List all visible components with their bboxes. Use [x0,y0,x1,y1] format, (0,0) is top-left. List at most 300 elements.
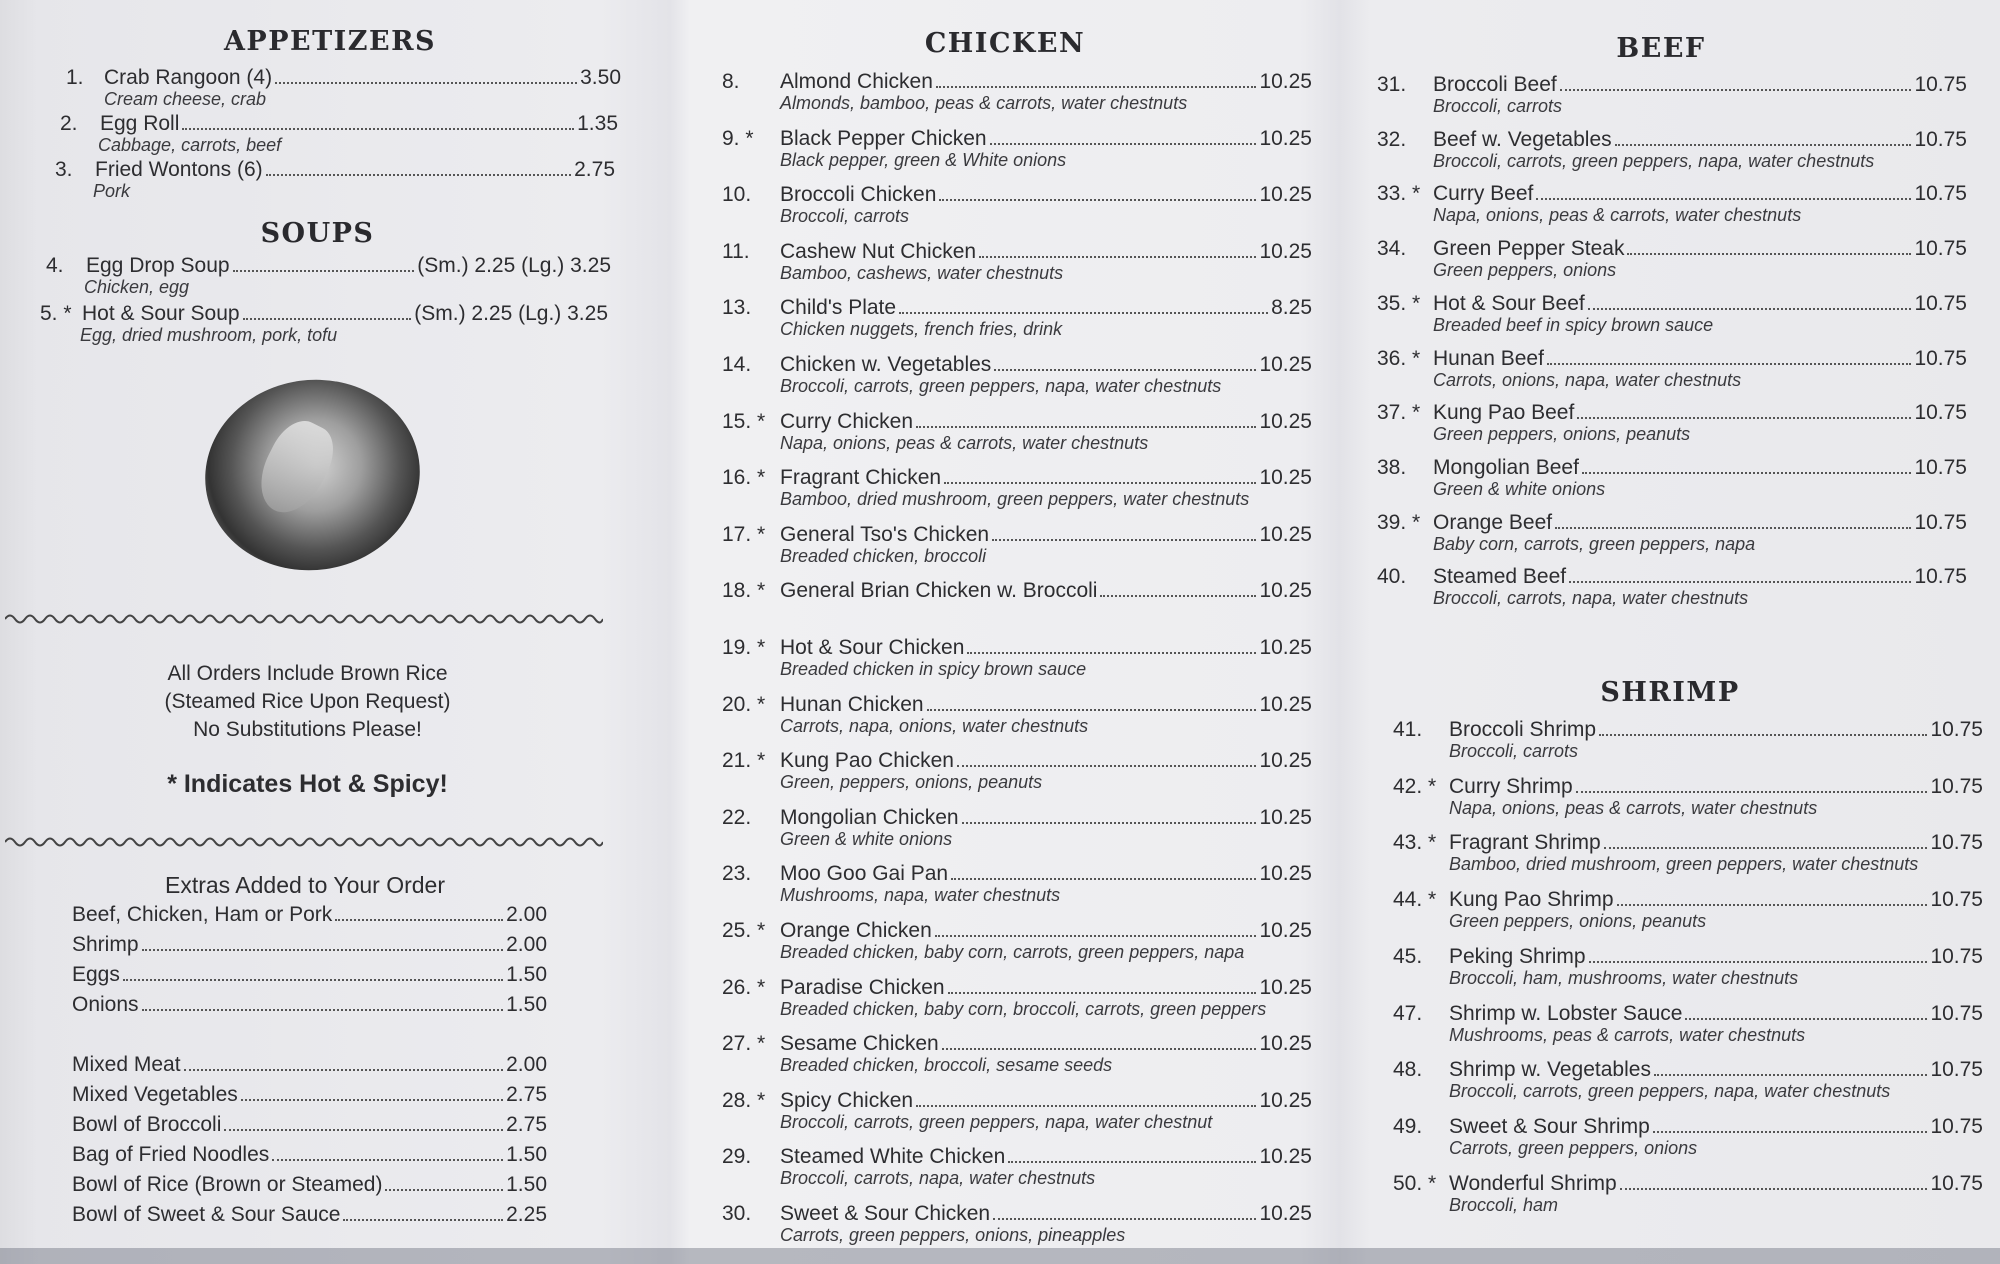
leader-dots [1100,595,1256,597]
leader-dots [224,1129,503,1131]
item-description: Cream cheese, crab [104,89,267,109]
extra-name: Onions [72,993,139,1016]
spoon-shape [248,412,345,524]
item-sizes: (Sm.) 2.25 (Lg.) 3.25 [414,302,608,325]
menu-item [1377,182,1967,226]
item-name: Chicken w. Vegetables [780,353,992,376]
leader-dots [899,312,1268,314]
item-name: Shrimp w. Vegetables [1449,1058,1651,1082]
item-description: Breaded chicken in spicy brown sauce [780,659,1087,679]
item-name: Egg Roll [100,112,180,135]
item-name: Almond Chicken [780,70,933,93]
menu-item [722,183,1312,227]
extra-item [72,1203,547,1227]
item-price: 3.50 [580,66,621,89]
leader-dots [1588,308,1912,310]
item-description: Green peppers, onions, peanuts [1433,424,1691,445]
item-number: 35. * [1377,291,1421,315]
item-number: 14. [722,353,752,376]
leader-dots [1555,527,1911,529]
item-description: Mushrooms, peas & carrots, water chestnuts [1449,1024,1806,1045]
item-price: 8.25 [1271,296,1312,320]
item-name: Orange Chicken [780,919,932,942]
item-name: Mongolian Chicken [780,805,959,829]
leader-dots [1008,1161,1256,1163]
item-number: 11. [722,239,750,263]
extra-item [72,993,547,1017]
item-name: Cashew Nut Chicken [780,239,977,263]
extra-price: 1.50 [506,1173,547,1196]
item-name: Paradise Chicken [780,975,945,999]
menu-item [722,579,1312,602]
menu-item [722,410,1312,454]
item-price: 10.75 [1914,237,1967,261]
item-name: Egg Drop Soup [86,254,230,277]
item-name: Steamed Beef [1433,565,1567,589]
item-description: Broccoli, carrots, napa, water chestnuts [780,1168,1096,1189]
item-number: 40. [1377,565,1407,589]
item-number: 1. [66,66,84,89]
item-name: General Tso's Chicken [780,522,990,546]
menu-item [722,296,1312,340]
leader-dots [993,1218,1256,1220]
menu-item [1393,1002,1983,1046]
extras-heading: Extras Added to Your Order [164,872,445,898]
item-price: 10.75 [1914,127,1967,151]
rice-note [0,660,615,744]
item-name: Green Pepper Steak [1433,237,1625,261]
item-number: 21. * [722,749,766,773]
menu-item [722,523,1312,567]
item-name: Peking Shrimp [1449,944,1586,968]
menu-item [722,353,1312,397]
item-number: 27. * [722,1032,766,1056]
item-number: 2. [60,112,78,135]
item-number: 48. [1393,1058,1423,1082]
item-price: 10.75 [1914,291,1967,315]
note-line: No Substitutions Please! [193,718,422,741]
item-number: 20. * [722,692,766,716]
menu-item [40,302,608,346]
extra-item [72,933,547,957]
leader-dots [936,86,1257,88]
menu-item [722,240,1312,284]
wavy-divider [5,835,603,849]
extra-item [72,963,547,987]
extra-item [72,903,547,927]
item-description: Carrots, onions, napa, water chestnuts [1433,369,1742,390]
item-name: Fried Wontons (6) [95,158,263,181]
extra-name: Eggs [72,963,120,986]
leader-dots [1604,847,1928,849]
menu-item [722,127,1312,171]
item-price: 10.25 [1259,1202,1312,1225]
item-price: 10.75 [1930,774,1983,798]
item-description: Bamboo, cashews, water chestnuts [780,262,1064,283]
leader-dots [916,1105,1256,1107]
leader-dots [948,992,1257,994]
item-price: 10.75 [1930,1171,1983,1195]
menu-item [722,976,1312,1020]
item-name: Hunan Chicken [780,692,924,716]
extra-item [72,1143,547,1167]
item-description: Bamboo, dried mushroom, green peppers, water chestnuts [780,489,1250,510]
leader-dots [142,949,504,951]
item-description: Pork [93,181,131,201]
leader-dots [123,979,503,981]
leader-dots [1685,1018,1927,1020]
item-name: Broccoli Shrimp [1449,718,1597,741]
item-price: 10.25 [1259,975,1312,999]
extra-price: 2.75 [506,1113,547,1136]
menu-item [66,66,621,110]
extra-name: Beef, Chicken, Ham or Pork [72,903,333,926]
panel-right [1345,0,2000,1264]
menu-item [1393,1058,1983,1102]
item-number: 23. [722,862,752,886]
item-number: 50. * [1393,1171,1437,1195]
leader-dots [1577,417,1911,419]
leader-dots [142,1009,504,1011]
leader-dots [1599,734,1927,736]
item-name: Curry Beef [1433,182,1534,206]
item-description: Breaded chicken, broccoli, sesame seeds [780,1055,1113,1076]
extra-item [72,1053,547,1077]
item-description: Breaded chicken, baby corn, carrots, green peppers, napa [780,942,1245,962]
item-price: 10.75 [1930,944,1983,968]
extra-price: 2.75 [506,1083,547,1106]
leader-dots [927,709,1257,711]
leader-dots [182,128,574,130]
menu-item [722,636,1312,680]
item-description: Bamboo, dried mushroom, green peppers, water chestnuts [1449,854,1919,875]
menu-item [1377,347,1967,391]
menu-item [1377,237,1967,281]
item-description: Green peppers, onions, peanuts [1449,911,1707,932]
item-price: 10.25 [1259,636,1312,659]
item-number: 43. * [1393,831,1437,855]
soup-bowl-image [193,366,432,584]
item-price: 10.25 [1259,183,1312,207]
item-description: Mushrooms, napa, water chestnuts [780,885,1061,906]
item-description: Broccoli, carrots, green peppers, napa, water chestnuts [780,376,1222,396]
menu-item [722,919,1312,963]
item-number: 22. [722,805,752,829]
leader-dots [1654,1074,1927,1076]
leader-dots [992,539,1256,541]
extra-item [72,1173,547,1197]
item-description: Napa, onions, peas & carrots, water chestnuts [1449,797,1818,818]
item-number: 34. [1377,237,1407,261]
menu-item [1393,945,1983,989]
item-name: Hot & Sour Chicken [780,636,965,659]
item-description: Napa, onions, peas & carrots, water chestnuts [780,432,1149,453]
leader-dots [1560,89,1912,91]
item-number: 16. * [722,466,766,490]
item-price: 10.25 [1259,1145,1312,1169]
leader-dots [1569,581,1911,583]
item-price: 10.75 [1914,455,1967,479]
item-name: Wonderful Shrimp [1449,1171,1617,1195]
menu-item [722,1032,1312,1076]
leader-dots [944,482,1256,484]
item-price: 10.25 [1259,919,1312,942]
item-name: Hot & Sour Beef [1433,291,1585,315]
note-line: (Steamed Rice Upon Request) [164,690,451,713]
item-price: 10.25 [1259,466,1312,490]
item-price: 10.75 [1914,182,1967,206]
item-price: 10.75 [1914,73,1967,96]
item-description: Broccoli, carrots [1433,96,1563,116]
item-name: Kung Pao Chicken [780,749,954,773]
panel-left [0,0,680,1264]
item-description: Green peppers, onions [1433,260,1617,281]
item-name: Sweet & Sour Chicken [780,1202,991,1225]
extra-price: 2.25 [506,1203,547,1226]
item-price: 10.25 [1259,522,1312,546]
menu-item [1393,1115,1983,1159]
item-number: 3. [55,158,73,181]
item-description: Green & white onions [1433,478,1606,499]
item-number: 18. * [722,579,766,603]
item-price: 10.25 [1259,862,1312,886]
item-name: Curry Shrimp [1449,774,1573,798]
item-number: 47. [1393,1001,1423,1025]
menu-item [722,749,1312,793]
item-name: Orange Beef [1433,510,1553,534]
item-description: Egg, dried mushroom, pork, tofu [80,325,338,345]
leader-dots [184,1069,504,1071]
leader-dots [1547,363,1912,365]
menu-item [46,254,611,298]
leader-dots [1615,144,1912,146]
item-name: Steamed White Chicken [780,1145,1006,1169]
leader-dots [962,822,1257,824]
item-price: 10.75 [1930,718,1983,741]
item-price: 10.25 [1259,692,1312,716]
item-number: 49. [1393,1114,1423,1138]
item-number: 41. [1393,718,1423,741]
leader-dots [335,919,503,921]
item-number: 38. [1377,455,1407,479]
leader-dots [272,1159,503,1161]
item-name: Kung Pao Beef [1433,401,1575,425]
leader-dots [951,878,1256,880]
extra-price: 2.00 [506,903,547,926]
item-number: 44. * [1393,888,1437,912]
extra-price: 2.00 [506,1053,547,1076]
leader-dots [935,935,1257,937]
item-description: Broccoli, carrots, green peppers, napa, water chestnut [780,1111,1213,1132]
item-price: 10.75 [1914,565,1967,589]
item-description: Cabbage, carrots, beef [98,135,282,155]
menu-item [1393,831,1983,875]
menu-item [1377,511,1967,555]
menu-item [722,466,1312,510]
item-number: 15. * [722,409,766,433]
item-name: Hunan Beef [1433,346,1544,370]
menu-item [722,1089,1312,1133]
item-description: Broccoli, carrots, napa, water chestnuts [1433,588,1749,609]
item-name: Spicy Chicken [780,1088,914,1112]
item-name: Hot & Sour Soup [82,302,240,325]
leader-dots [942,1048,1257,1050]
leader-dots [266,174,571,176]
item-description: Carrots, napa, onions, water chestnuts [780,715,1089,736]
item-description: Breaded beef in spicy brown sauce [1433,314,1714,335]
leader-dots [385,1189,503,1191]
menu-item [1393,1172,1983,1216]
item-description: Green, peppers, onions, peanuts [780,772,1043,793]
item-description: Broccoli, carrots, green peppers, napa, water chestnuts [1449,1081,1891,1102]
item-price: 10.25 [1259,579,1312,603]
menu-item [722,1202,1312,1246]
item-description: Chicken nuggets, french fries, drink [780,319,1063,340]
item-number: 17. * [722,522,766,546]
item-price: 10.25 [1259,126,1312,150]
extra-price: 1.50 [506,963,547,986]
menu-item [1377,456,1967,500]
extra-price: 1.50 [506,1143,547,1166]
chicken-heading: CHICKEN [924,28,1086,59]
item-price: 10.75 [1930,1058,1983,1082]
menu-item [1393,775,1983,819]
extra-name: Mixed Vegetables [72,1083,238,1106]
item-number: 39. * [1377,510,1421,534]
item-number: 36. * [1377,346,1421,370]
item-number: 37. * [1377,401,1421,425]
leader-dots [343,1219,503,1221]
extra-name: Bowl of Rice (Brown or Steamed) [72,1173,383,1196]
item-name: Fragrant Chicken [780,466,942,490]
item-description: Breaded chicken, broccoli [780,545,987,566]
extra-name: Bag of Fried Noodles [72,1143,270,1166]
item-number: 32. [1377,127,1407,151]
item-description: Green & white onions [780,828,953,849]
menu-item [1377,73,1967,117]
menu-item [1393,888,1983,932]
extra-name: Bowl of Broccoli [72,1113,222,1136]
item-name: General Brian Chicken w. Broccoli [780,579,1098,603]
item-price: 10.75 [1914,346,1967,370]
menu-item [55,158,615,202]
item-price: 10.25 [1259,1032,1312,1056]
menu-item [722,806,1312,850]
item-sizes: (Sm.) 2.25 (Lg.) 3.25 [417,254,611,277]
item-description: Broccoli, carrots [780,206,910,227]
item-price: 10.25 [1259,409,1312,433]
extra-item [72,1113,547,1137]
leader-dots [994,369,1256,371]
item-number: 33. * [1377,182,1421,206]
item-name: Sesame Chicken [780,1032,939,1056]
item-number: 26. * [722,975,766,999]
menu-item [722,1145,1312,1189]
item-name: Shrimp w. Lobster Sauce [1449,1001,1683,1025]
item-price: 10.75 [1914,401,1967,425]
item-price: 10.25 [1259,805,1312,829]
item-number: 45. [1393,944,1423,968]
menu-item [722,70,1312,114]
menu-item [1377,128,1967,172]
item-description: Broccoli, carrots, green peppers, napa, water chestnuts [1433,150,1875,171]
wavy-divider [5,612,603,626]
item-name: Broccoli Beef [1433,73,1557,96]
item-price: 10.25 [1259,70,1312,93]
panel-middle [680,0,1345,1264]
item-price: 10.75 [1930,1001,1983,1025]
leader-dots [1536,198,1911,200]
menu-item [722,693,1312,737]
table-edge [0,1248,2000,1264]
menu-item [1377,292,1967,336]
extra-name: Shrimp [72,933,139,956]
item-price: 10.75 [1930,831,1983,855]
leader-dots [243,318,412,320]
spicy-legend: * Indicates Hot & Spicy! [167,770,448,798]
item-number: 9. * [722,126,754,150]
leader-dots [939,199,1256,201]
item-number: 25. * [722,919,766,942]
menu-item [1393,718,1983,762]
item-name: Broccoli Chicken [780,183,937,207]
item-description: Breaded chicken, baby corn, broccoli, carrots, green peppers [780,998,1267,1019]
leader-dots [1589,961,1928,963]
item-price: 10.25 [1259,353,1312,376]
item-price: 10.75 [1914,510,1967,534]
item-number: 5. * [40,302,72,325]
beef-heading: BEEF [1616,33,1706,64]
item-description: Broccoli, ham, mushrooms, water chestnuts [1449,967,1799,988]
menu-item [1377,565,1967,609]
item-price: 10.25 [1259,239,1312,263]
item-price: 10.75 [1930,1114,1983,1138]
item-description: Black pepper, green & White onions [780,149,1067,170]
item-description: Almonds, bamboo, peas & carrots, water chestnuts [780,93,1188,113]
note-line: All Orders Include Brown Rice [167,662,448,685]
leader-dots [916,426,1256,428]
leader-dots [990,143,1257,145]
leader-dots [1617,904,1928,906]
menu-item [60,112,618,156]
leader-dots [967,652,1256,654]
item-number: 31. [1377,73,1407,96]
item-name: Mongolian Beef [1433,455,1579,479]
item-name: Fragrant Shrimp [1449,831,1601,855]
item-name: Sweet & Sour Shrimp [1449,1114,1650,1138]
item-name: Moo Goo Gai Pan [780,862,949,886]
item-number: 30. [722,1202,752,1225]
item-name: Beef w. Vegetables [1433,127,1612,151]
item-price: 10.25 [1259,749,1312,773]
leader-dots [1653,1131,1928,1133]
leader-dots [1576,791,1928,793]
extra-item [72,1083,547,1107]
item-name: Crab Rangoon (4) [104,66,273,89]
menu-item [722,862,1312,906]
item-name: Curry Chicken [780,409,914,433]
item-description: Baby corn, carrots, green peppers, napa [1433,533,1756,554]
extra-price: 1.50 [506,993,547,1016]
item-name: Kung Pao Shrimp [1449,888,1614,912]
soups-heading: SOUPS [260,218,375,249]
extra-name: Mixed Meat [72,1053,181,1076]
leader-dots [1627,253,1911,255]
item-description: Chicken, egg [84,277,190,297]
item-number: 28. * [722,1088,766,1112]
leader-dots [241,1099,503,1101]
shrimp-heading: SHRIMP [1600,677,1740,708]
